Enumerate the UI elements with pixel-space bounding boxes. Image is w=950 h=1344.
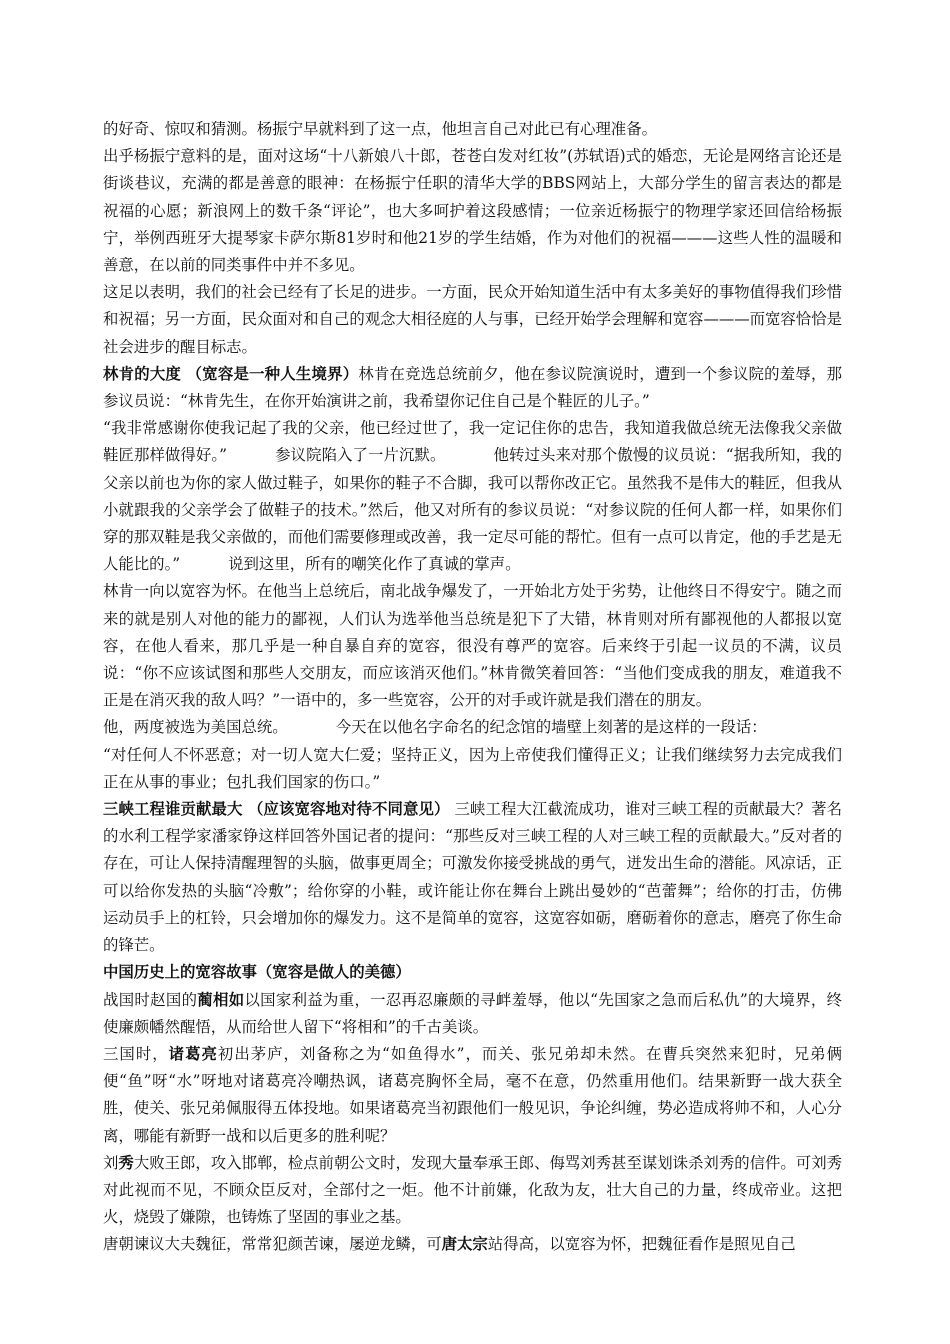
bold-text: 唐太宗 [441, 1235, 488, 1254]
text-run: 的好奇、惊叹和猜测。杨振宁早就料到了这一点，他坦言自己对此已有心理准备。 [103, 120, 658, 138]
text-run: 刘 [103, 1153, 119, 1172]
text-run: 林肯一向以宽容为怀。在他当上总统后，南北战争爆发了，一开始北方处于劣势，让他终日不得安宁。随之而来的就是别人对他的能力的鄙视，人们认为选举他当总统是犯下了大错，林肯则对所有鄙视他的人都报以宽容，在他人看来，那几乎是一种自暴自弃的宽容，很没有尊严的宽容。后来终于引起一议员的不满，议员说：“你不应该试图和那些人交朋友，而应该消灭他们。”林肯微笑着回答：“当他们变成我的朋友，难道我不正是在消灭我的敌人吗？”一语中的，多一些宽容，公开的对手或许就是我们潜在的朋友。 [103, 582, 842, 710]
text-run: “对任何人不怀恶意；对一切人宽大仁爱；坚持正义，因为上帝使我们懂得正义；让我们继续努力去完成我们正在从事的事业；包扎我们国家的伤口。” [103, 745, 842, 791]
paragraph [103, 796, 842, 959]
text-run: 参议院陷入了一片沉默。 [275, 446, 446, 465]
bold-text: 诸葛亮 [168, 1044, 218, 1063]
bold-text: 三峡工程谁贡献最大 （应该宽容地对待不同意见） [103, 800, 450, 819]
text-run: 这足以表明，我们的社会已经有了长足的进步。一方面，民众开始知道生活中有太多美好的事物值得我们珍惜和祝福；另一方面，民众面对和自己的观念大相径庭的人与事，已经开始学会理解和宽容———而宽容恰恰是社会进步的醒目标志。 [103, 283, 842, 356]
paragraph [103, 959, 842, 986]
text-run: “我非常感谢你使我记起了我的父亲，他已经过世了，我一定记住你的忠告，我知道我做总统无法像我父亲做鞋匠那样做得好。” [103, 419, 842, 465]
text-run: 出乎杨振宁意料的是，面对这场“十八新娘八十郎，苍苍白发对红妆”(苏轼语)式的婚恋，无论是网络言论还是街谈巷议，充满的都是善意的眼神：在杨振宁任职的清华大学的BBS网站上，大部分学生的留言表达的都是祝福的心愿；新浪网上的数千条“评论”，也大多呵护着这段感情；一位亲近杨振宁的物理学家还回信给杨振宁，举例西班牙大提琴家卡萨尔斯81岁时和他21岁的学生结婚，作为对他们的祝福———这些人性的温暖和善意，在以前的同类事件中并不多见。 [103, 147, 842, 275]
text-run: 三国时， [103, 1044, 169, 1063]
paragraph [103, 279, 842, 361]
text-run: 说到这里，所有的嘲笑化作了真诚的掌声。 [228, 555, 521, 574]
text-run: 以国家利益为重，一忍再忍廉颇的寻衅羞辱，他以“先国家之急而后私仇”的大境界，终使廉颇幡然醒悟，从而给世人留下“将相和”的千古美谈。 [103, 990, 842, 1036]
text-run: 大败王郎，攻入邯郸，检点前朝公文时，发现大量奉承王郎、侮骂刘秀甚至谋划诛杀刘秀的信件。可刘秀对此视而不见，不顾众臣反对，全部付之一炬。他不计前嫌，化敌为友，壮大自己的力量，终成帝业。这把火，烧毁了嫌隙，也铸炼了坚固的事业之基。 [103, 1153, 842, 1227]
paragraph [103, 1150, 842, 1232]
text-run: 他，两度被选为美国总统。 [103, 718, 288, 737]
paragraph [103, 714, 842, 741]
text-run: 他转过头来对那个傲慢的议员说：“据我所知，我的父亲以前也为你的家人做过鞋子，如果你的鞋子不合脚，我可以帮你改正它。虽然我不是伟大的鞋匠，但我从小就跟我的父亲学会了做鞋子的技术。”然后，他又对所有的参议员说：“对参议院的任何人都一样，如果你们穿的那双鞋是我父亲做的，而他们需要修理或改善，我一定尽可能的帮忙。但有一点可以肯定，他的手艺是无人能比的。” [103, 446, 842, 574]
bold-text: 林肯的大度 （宽容是一种人生境界） [103, 364, 359, 383]
text-run: 站得高，以宽容为怀，把魏征看作是照见自己 [487, 1235, 796, 1254]
paragraph [103, 987, 842, 1041]
bold-text: 秀 [118, 1153, 134, 1172]
paragraph [103, 1041, 842, 1150]
text-run: 林肯在竞选总统前夕，他在参议院演说时，遭到一个参议院的羞辱，那参议员说：“林肯先生，在你开始演讲之前，我希望你记住自己是个鞋匠的儿子。” [103, 364, 842, 411]
paragraph [103, 361, 842, 415]
paragraph [103, 742, 842, 796]
paragraph [103, 578, 842, 714]
bold-text: 蔺相如 [197, 990, 245, 1009]
text-run: 战国时赵国的 [103, 990, 198, 1009]
paragraph [103, 1231, 842, 1258]
bold-text: 中国历史上的宽容故事（宽容是做人的美德） [103, 963, 411, 982]
paragraph [103, 116, 842, 143]
paragraph [103, 415, 842, 578]
text-run: 三峡工程大江截流成功，谁对三峡工程的贡献最大？著名的水利工程学家潘家铮这样回答外国记者的提问：“那些反对三峡工程的人对三峡工程的贡献最大。”反对者的存在，可让人保持清醒理智的头脑，做事更周全；可激发你接受挑战的勇气，迸发出生命的潜能。风凉话，正可以给你发热的头脑“冷敷”；给你穿的小鞋，或许能让你在舞台上跳出曼妙的“芭蕾舞”；给你的打击，仿佛运动员手上的杠铃，只会增加你的爆发力。这不是简单的宽容，这宽容如砺，磨砺着你的意志，磨亮了你生命的锋芒。 [103, 800, 842, 955]
text-run: 唐朝谏议大夫魏征，常常犯颜苦谏，屡逆龙鳞，可 [103, 1235, 442, 1254]
text-run: 今天在以他名字命名的纪念馆的墙壁上刻著的是这样的一段话： [335, 718, 767, 737]
text-run: 初出茅庐，刘备称之为“如鱼得水”，而关、张兄弟却未然。在曹兵突然来犯时，兄弟俩便“鱼”呀“水”呀地对诸葛亮冷嘲热讽，诸葛亮胸怀全局，毫不在意，仍然重用他们。结果新野一战大获全胜，使关、张兄弟佩服得五体投地。如果诸葛亮当初跟他们一般见识，争论纠缠，势必造成将帅不和，人心分离，哪能有新野一战和以后更多的胜利呢？ [103, 1044, 842, 1145]
paragraph [103, 143, 842, 279]
